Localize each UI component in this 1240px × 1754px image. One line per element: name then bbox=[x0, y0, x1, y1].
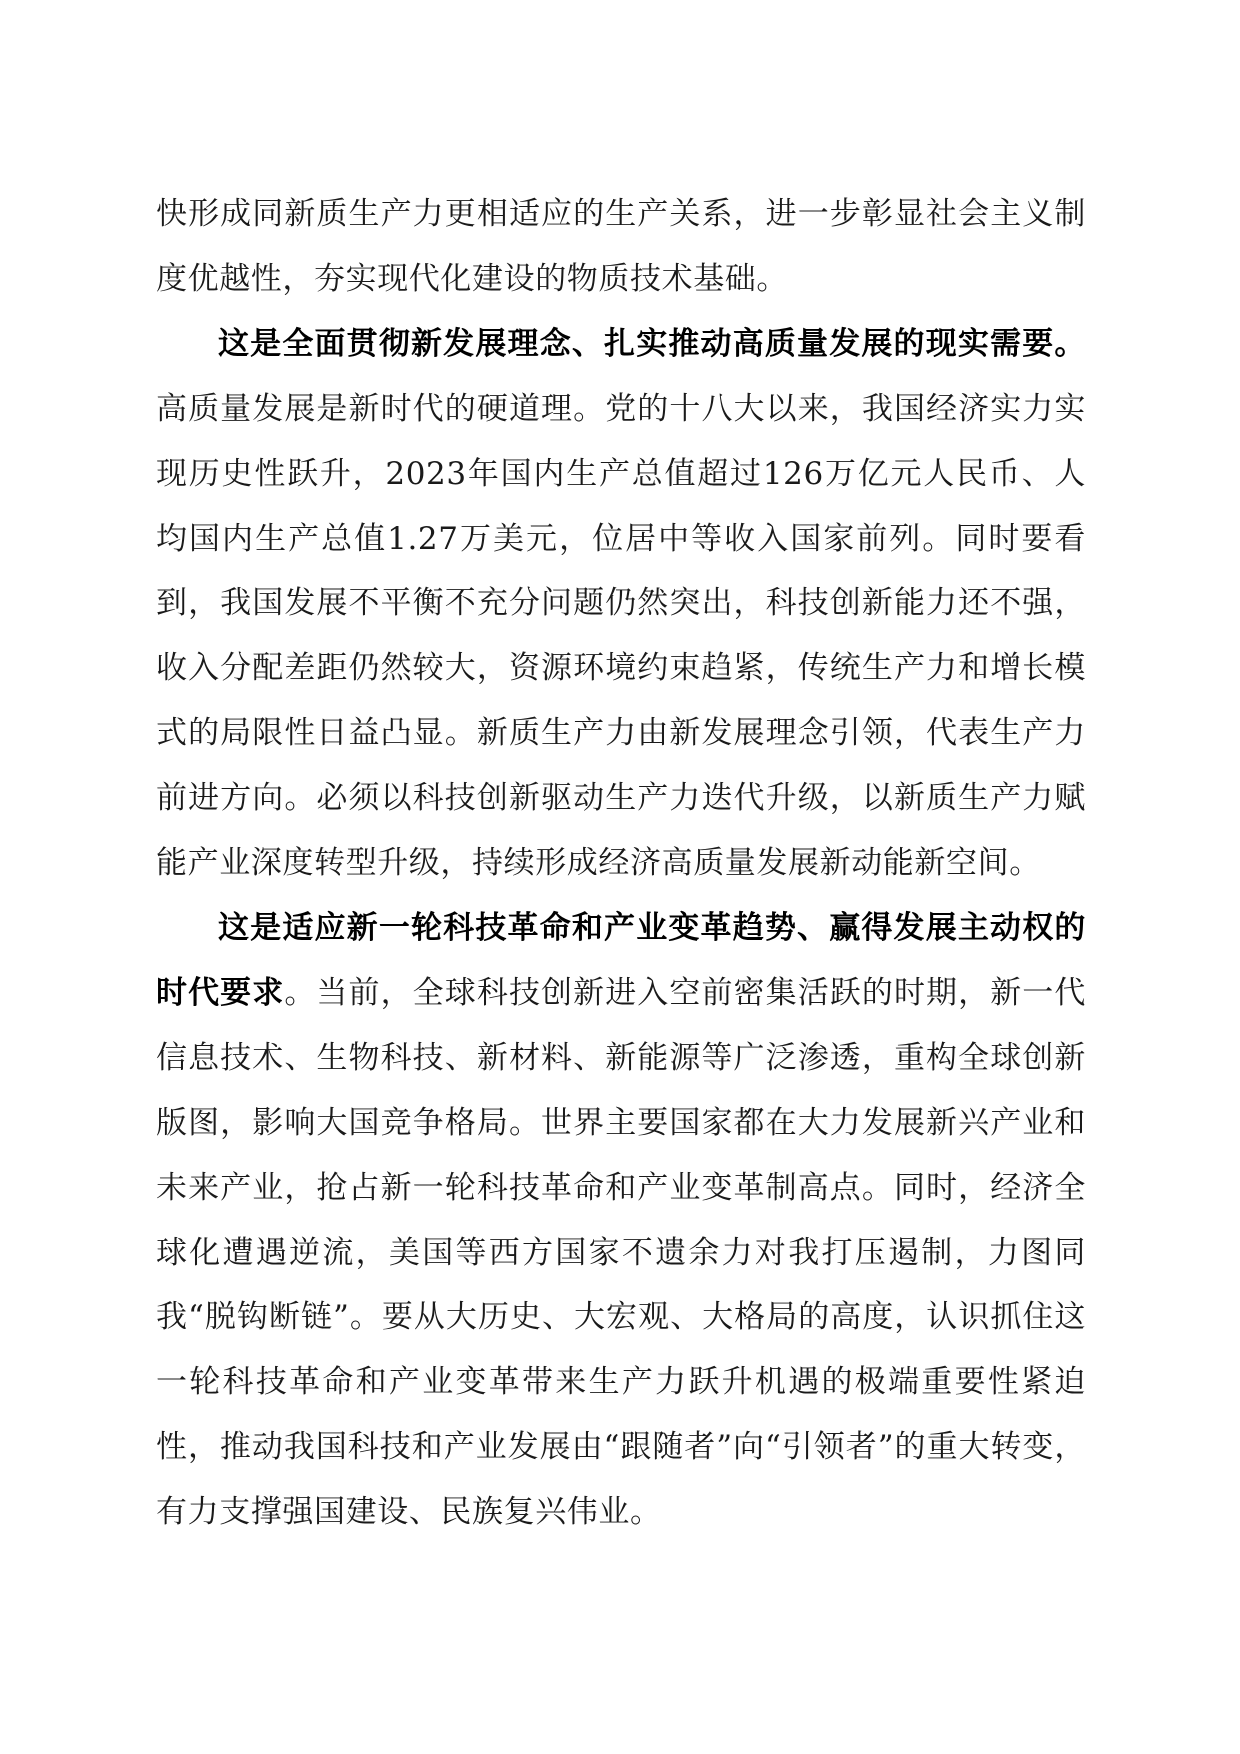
paragraph-2-text: 高质量发展是新时代的硬道理。党的十八大以来，我国经济实力实现历史性跃升，2023年国内生产总值超过126万亿元人民币、人均国内生产总值1.27万美元，位居中等收入国家前列。同时要看到，我国发展不平衡不充分问题仍然突出，科技创新能力还不强，收入分配差距仍然较大，资源环境约束趋紧，传统生产力和增长模式的局限性日益凸显。新质生产力由新发展理念引领，代表生产力前进方向。必须以科技创新驱动生产力迭代升级，以新质生产力赋能产业深度转型升级，持续形成经济高质量发展新动能新空间。 bbox=[156, 390, 1086, 882]
paragraph-3-text: 。当前，全球科技创新进入空前密集活跃的时期，新一代信息技术、生物科技、新材料、新能源等广泛渗透，重构全球创新版图，影响大国竞争格局。世界主要国家都在大力发展新兴产业和未来产业，抢占新一轮科技革命和产业变革制高点。同时，经济全球化遭遇逆流，美国等西方国家不遗余力对我打压遏制，力图同我“脱钩断链”。要从大历史、大宏观、大格局的高度，认识抓住这一轮科技革命和产业变革带来生产力跃升机遇的极端重要性紧迫性，推动我国科技和产业发展由“跟随者”向“引领者”的重大转变，有力支撑强国建设、民族复兴伟业。 bbox=[156, 974, 1086, 1531]
paragraph-1 bbox=[156, 182, 1086, 312]
paragraph-1-text: 快形成同新质生产力更相适应的生产关系，进一步彰显社会主义制度优越性，夯实现代化建设的物质技术基础。 bbox=[156, 196, 1086, 297]
paragraph-3 bbox=[156, 896, 1086, 1545]
paragraph-2-lead: 这是全面贯彻新发展理念、扎实推动高质量发展的现实需要。 bbox=[218, 325, 1086, 362]
paragraph-2 bbox=[156, 312, 1086, 896]
paragraph-3-lead: 这是适应新一轮科技革命和产业变革趋势、赢得发展主动权的时代要求 bbox=[156, 909, 1086, 1011]
document-body bbox=[156, 182, 1086, 1545]
